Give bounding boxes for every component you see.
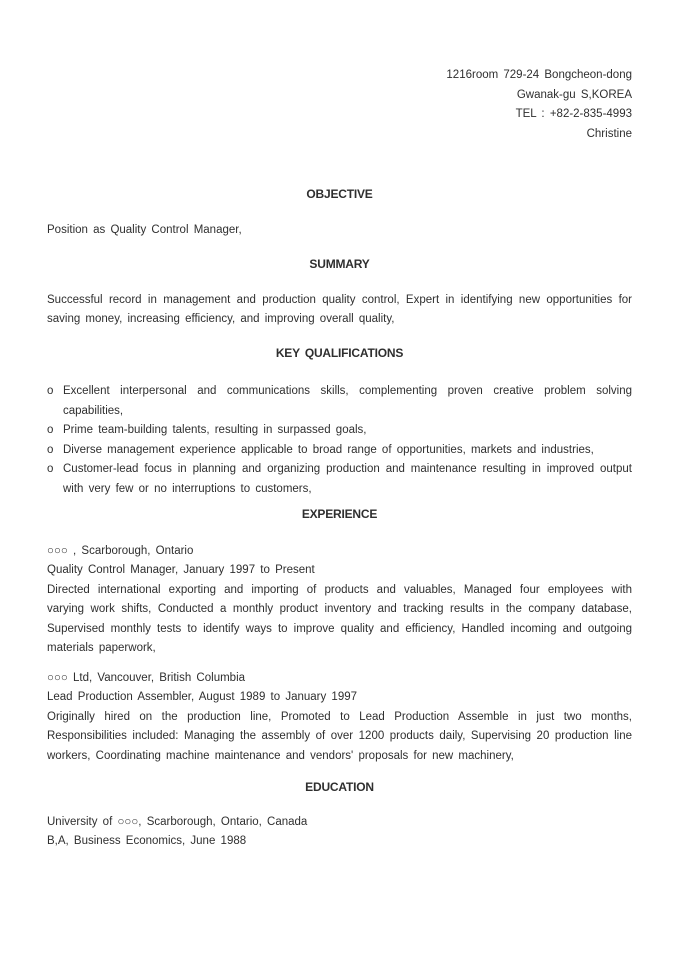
key-qualifications-heading: KEY QUALIFICATIONS: [275, 345, 404, 360]
qualification-item: [47, 460, 632, 499]
qualification-item: [47, 382, 632, 421]
job-entry: [47, 542, 632, 659]
bullet-marker: o: [47, 463, 54, 475]
education-school: University of ○○○, Scarborough, Ontario, Canada: [47, 815, 308, 828]
address-line-1: 1216room 729-24 Bongcheon-dong: [446, 69, 632, 81]
key-qualifications-list: [47, 382, 632, 499]
summary-text: Successful record in management and production quality control, Expert in identifying new opportunities for saving money, increasing efficiency, and improving overall quality,: [47, 293, 632, 325]
summary-heading: SUMMARY: [309, 257, 370, 271]
address-line-2: Gwanak-gu S,KOREA: [516, 88, 632, 101]
qualification-text: Prime team-building talents, resulting in surpassed goals,: [63, 424, 367, 436]
qualification-item: [47, 441, 632, 461]
job-description: Originally hired on the production line, Promoted to Lead Production Assemble in just two months, Responsibilities included: Managing the assembly of over 1200 products daily, Supervising 20 production line workers, Coordinating machine maintenance and vendors' proposals for new machinery,: [47, 710, 632, 762]
job-company: ○○○ Ltd, Vancouver, British Columbia: [47, 671, 246, 684]
education-heading: EDUCATION: [305, 780, 374, 794]
qualification-text: Diverse management experience applicable to broad range of opportunities, markets and industries,: [63, 443, 594, 456]
education-degree: B,A, Business Economics, June 1988: [47, 835, 247, 847]
bullet-marker: o: [47, 424, 54, 436]
phone-line: TEL : +82-2-835-4993: [515, 108, 632, 120]
bullet-marker: o: [47, 385, 54, 397]
objective-heading: OBJECTIVE: [306, 187, 373, 201]
objective-text: Position as Quality Control Manager,: [47, 223, 242, 236]
qualification-text: Excellent interpersonal and communications skills, complementing proven creative problem solving capabilities,: [63, 385, 632, 417]
job-title: Quality Control Manager, January 1997 to Present: [47, 564, 315, 576]
job-company: ○○○ , Scarborough, Ontario: [47, 544, 194, 557]
job-title: Lead Production Assembler, August 1989 to January 1997: [47, 691, 358, 703]
job-description: Directed international exporting and importing of products and valuables, Managed four employees with varying work shifts, Conducted a monthly product inventory and tracking results in the company database, Supervised monthly tests to identify ways to improve quality and efficiency, Handled incoming and outgoing materials paperwork,: [47, 583, 632, 654]
name-line: Christine: [586, 127, 632, 140]
qualification-text: Customer-lead focus in planning and organizing production and maintenance resulting in improved output with very few or no interruptions to customers,: [63, 463, 632, 495]
education-entry: [47, 813, 632, 852]
job-entry: [47, 669, 632, 767]
qualification-item: [47, 421, 632, 441]
bullet-marker: o: [47, 443, 54, 456]
contact-block: [47, 66, 632, 144]
experience-heading: EXPERIENCE: [301, 507, 378, 521]
